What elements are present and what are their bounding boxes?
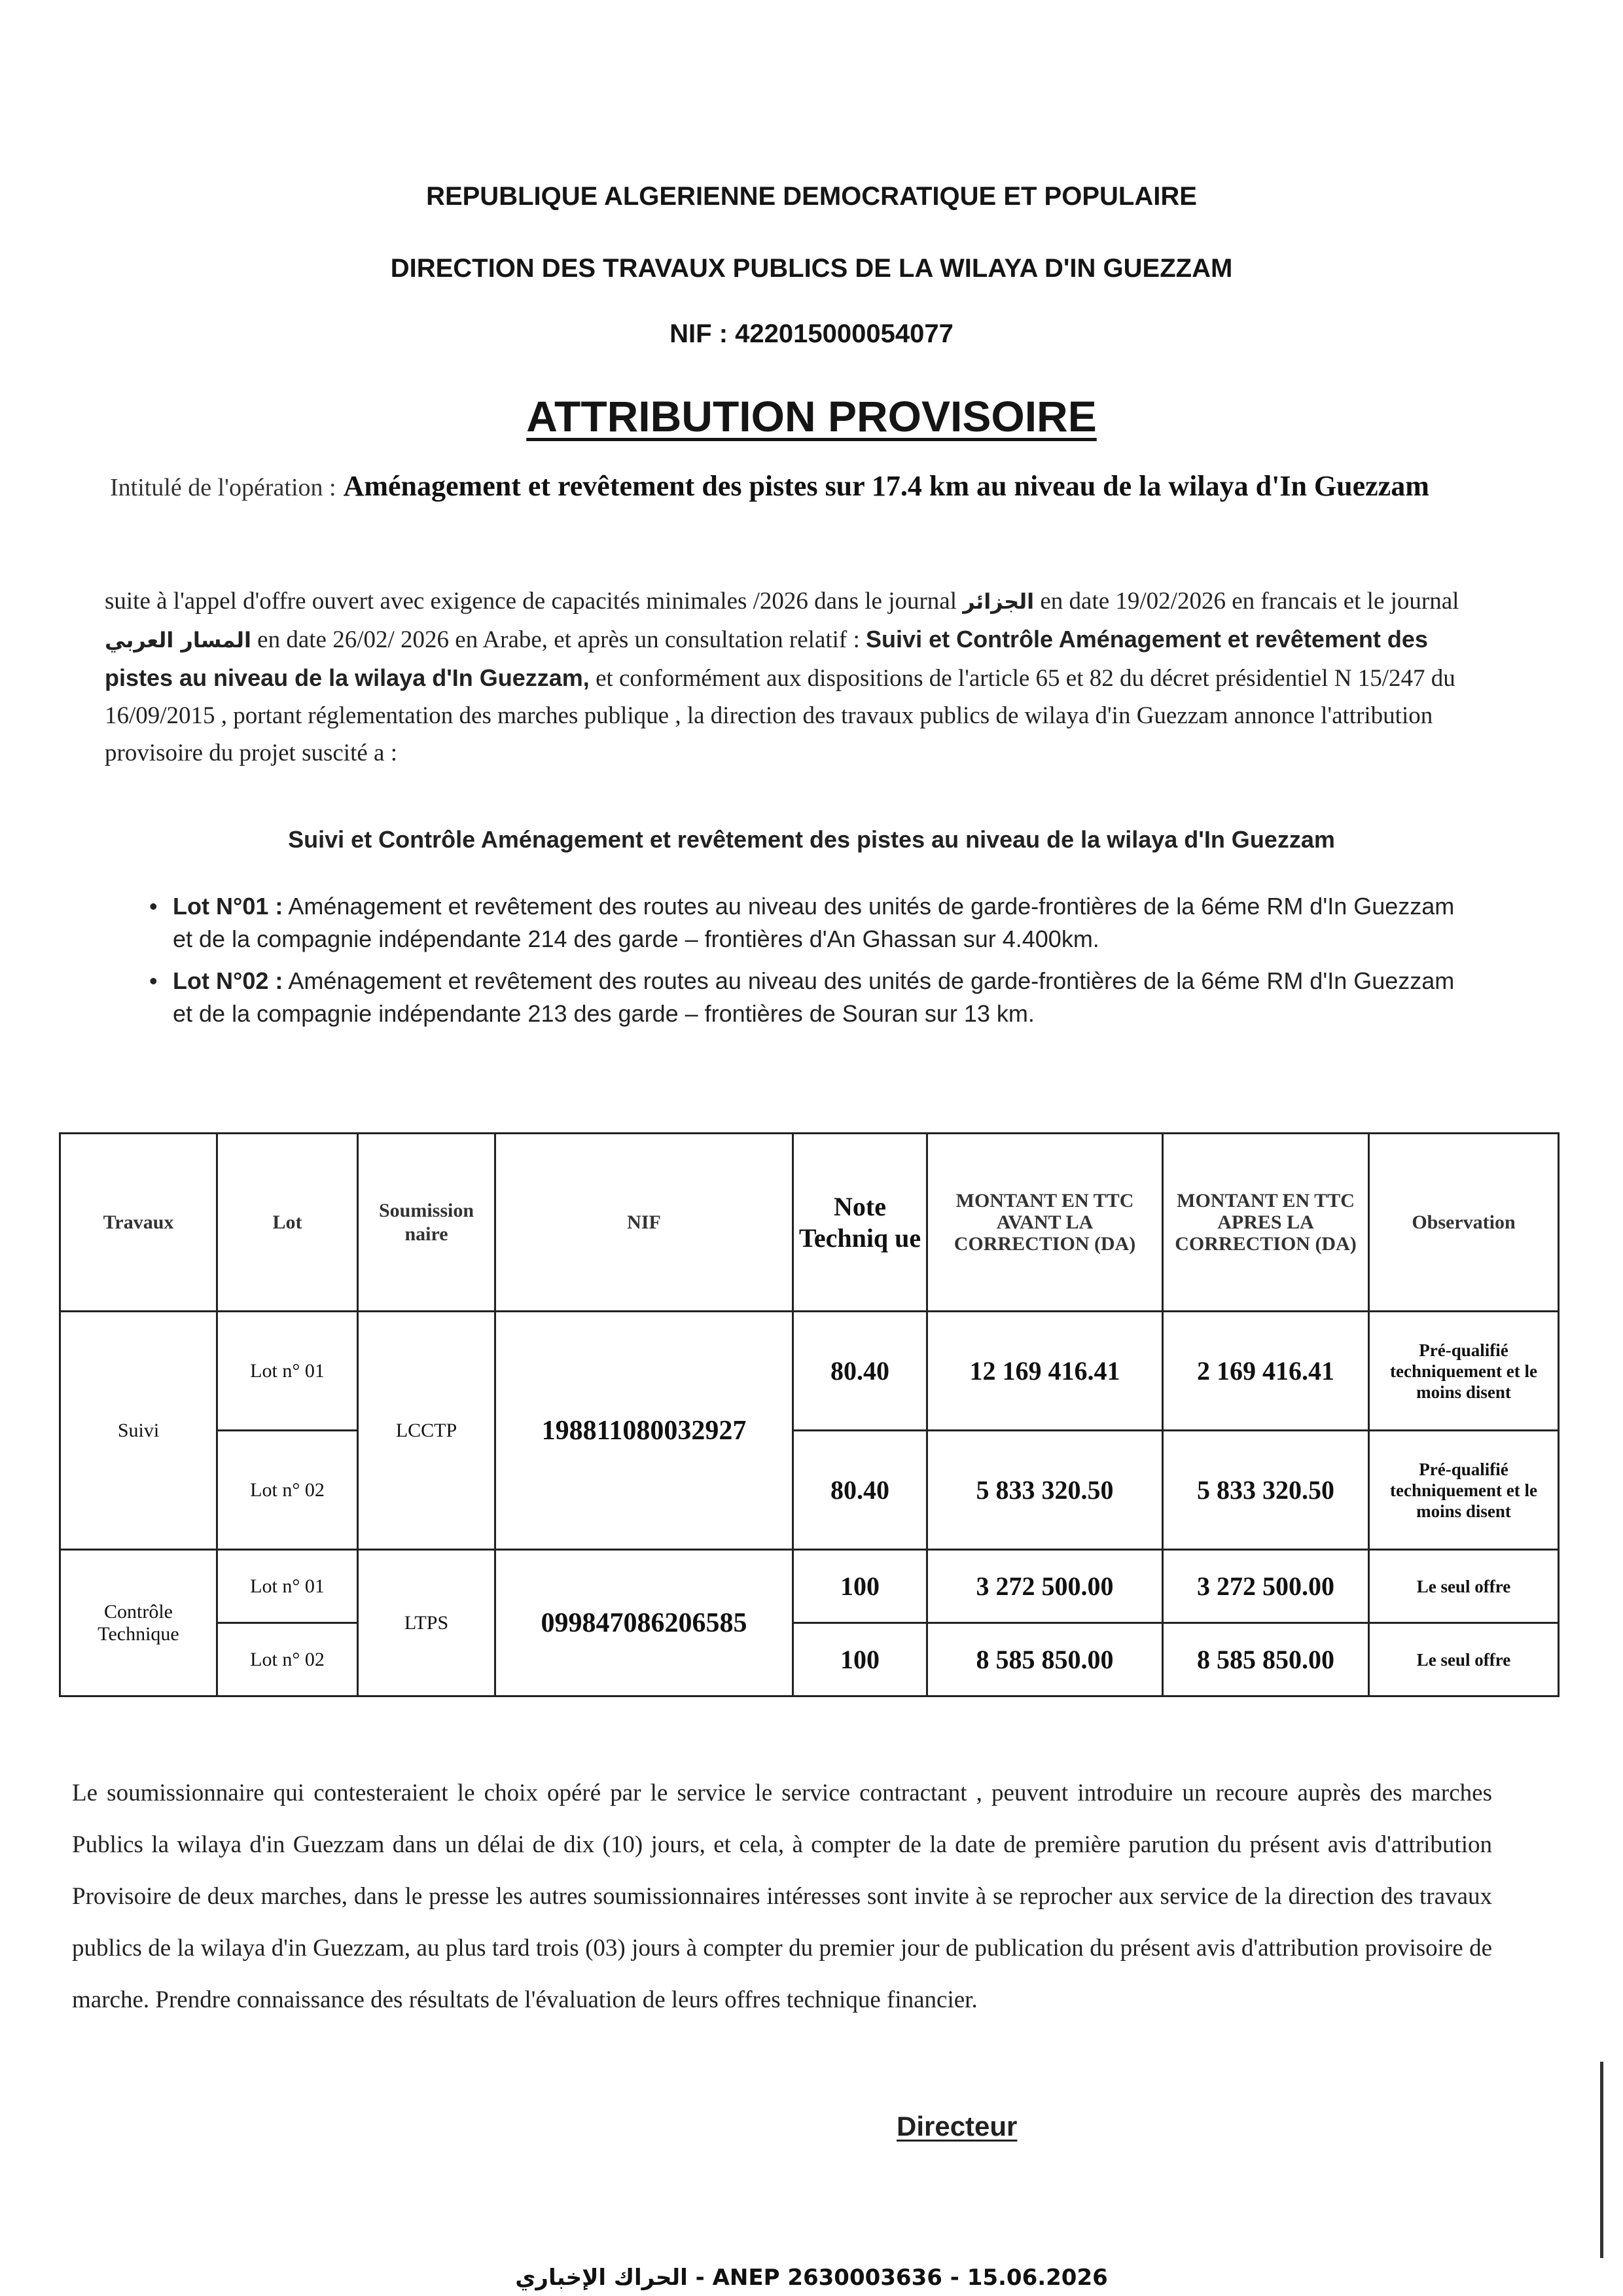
bullet-icon: • <box>149 893 158 920</box>
observation-cell: Pré-qualifié techniquement et le moins disent <box>1369 1431 1559 1550</box>
observation-cell: Pré-qualifié techniquement et le moins disent <box>1369 1312 1559 1431</box>
nif-cell: 198811080032927 <box>495 1312 793 1550</box>
montant-avant-cell: 8 585 850.00 <box>927 1623 1163 1696</box>
intro-text-2: en date 19/02/2026 en francais et le journal <box>1040 588 1459 615</box>
lot-cell: Lot n° 01 <box>217 1550 358 1623</box>
list-item <box>149 965 1458 1030</box>
publication-footer: الحراك الإخباري - ANEP 2630003636 - 15.06.2026 <box>515 2265 1108 2291</box>
republic-heading: REPUBLIQUE ALGERIENNE DEMOCRATIQUE ET POPULAIRE <box>426 182 1197 211</box>
lot-cell: Lot n° 02 <box>217 1623 358 1696</box>
montant-avant-cell: 3 272 500.00 <box>927 1550 1163 1623</box>
lot-cell: Lot n° 01 <box>217 1312 358 1431</box>
journal-name-1: الجزائر <box>963 589 1035 614</box>
operation-title <box>110 465 1458 509</box>
table-row <box>60 1312 1559 1431</box>
nif-cell: 099847086206585 <box>495 1550 793 1696</box>
list-item <box>149 890 1458 956</box>
header-observation: Observation <box>1369 1134 1559 1312</box>
header-soumissionnaire: Soumission naire <box>358 1134 495 1312</box>
operation-value: Aménagement et revêtement des pistes sur 17.4 km au niveau de la wilaya d'In Guezzam <box>343 470 1429 502</box>
montant-apres-cell: 2 169 416.41 <box>1163 1312 1369 1431</box>
note-cell: 80.40 <box>793 1431 927 1550</box>
note-cell: 100 <box>793 1550 927 1623</box>
intro-text-3: en date 26/02/ 2026 en Arabe, et après un consultation relatif : <box>257 626 860 653</box>
intro-paragraph <box>105 583 1466 772</box>
montant-apres-cell: 3 272 500.00 <box>1163 1550 1369 1623</box>
project-subject: Suivi et Contrôle Aménagement et revêtement des pistes au niveau de la wilaya d'In Guezzam <box>288 826 1335 853</box>
direction-heading: DIRECTION DES TRAVAUX PUBLICS DE LA WILAYA D'IN GUEZZAM <box>390 254 1233 283</box>
montant-avant-cell: 5 833 320.50 <box>927 1431 1163 1550</box>
header-nif: NIF <box>495 1134 793 1312</box>
lot-description: Aménagement et revêtement des routes au niveau des unités de garde-frontières de la 6éme RM d'In Guezzam et de la compagnie indépendante 213 des garde – frontières de Souran sur 13 km. <box>173 967 1455 1027</box>
lot-description: Aménagement et revêtement des routes au niveau des unités de garde-frontières de la 6éme RM d'In Guezzam et de la compagnie indépendante 214 des garde – frontières d'An Ghassan sur 4.400km. <box>173 893 1455 952</box>
lots-list <box>149 890 1458 1039</box>
observation-cell: Le seul offre <box>1369 1550 1559 1623</box>
operation-label: Intitulé de l'opération : <box>110 474 336 501</box>
lot-label: Lot N°02 : <box>173 967 283 994</box>
scan-edge-mark <box>1600 2062 1603 2258</box>
closing-paragraph: Le soumissionnaire qui contesteraient le choix opéré par le service le service contractant , peuvent introduire un recoure auprès des marches Publics la wilaya d'in Guezzam dans un délai de dix (10) jours, et cela, à compter de la date de première parution du présent avis d'attribution Provisoire de deux marches, dans le presse les autres soumissionnaires intéresses sont invite à se reprocher aux service de la direction des travaux publics de la wilaya d'in Guezzam, au plus tard trois (03) jours à compter du premier jour de publication du présent avis d'attribution provisoire de marche. Prendre connaissance des résultats de l'évaluation de leurs offres technique financier. <box>72 1780 1492 2013</box>
intro-text-4: et conformément aux dispositions de l'article 65 et 82 du décret présidentiel N 15/247 du 16/09/2015 , portant réglementation des marches publique , la direction des travaux publics de wilaya d'in Guezzam annonce l'attribution provisoire du projet suscité a : <box>105 665 1455 766</box>
travaux-cell: Suivi <box>60 1312 217 1550</box>
signature-title: Directeur <box>897 2111 1018 2142</box>
nif-heading: NIF : 422015000054077 <box>669 319 954 348</box>
note-cell: 100 <box>793 1623 927 1696</box>
table-row <box>60 1431 1559 1550</box>
table-row <box>60 1623 1559 1696</box>
bullet-icon: • <box>149 967 158 994</box>
lot-cell: Lot n° 02 <box>217 1431 358 1550</box>
intro-bold-subject: Suivi et Contrôle Aménagement et revêtement des pistes au niveau de la wilaya d'In Guezzam, <box>105 626 1428 691</box>
header-note: Note Techniq ue <box>793 1134 927 1312</box>
montant-avant-cell: 12 169 416.41 <box>927 1312 1163 1431</box>
montant-apres-cell: 8 585 850.00 <box>1163 1623 1369 1696</box>
montant-apres-cell: 5 833 320.50 <box>1163 1431 1369 1550</box>
header-montant-apres: MONTANT EN TTC APRES LA CORRECTION (DA) <box>1163 1134 1369 1312</box>
header-lot: Lot <box>217 1134 358 1312</box>
table-row <box>60 1550 1559 1623</box>
note-cell: 80.40 <box>793 1312 927 1431</box>
header-montant-avant: MONTANT EN TTC AVANT LA CORRECTION (DA) <box>927 1134 1163 1312</box>
travaux-cell: Contrôle Technique <box>60 1550 217 1696</box>
soumissionnaire-cell: LTPS <box>358 1550 495 1696</box>
results-table <box>59 1132 1560 1697</box>
soumissionnaire-cell: LCCTP <box>358 1312 495 1550</box>
lot-label: Lot N°01 : <box>173 893 283 920</box>
header-travaux: Travaux <box>60 1134 217 1312</box>
journal-name-2: المسار العربي <box>105 628 251 653</box>
observation-cell: Le seul offre <box>1369 1623 1559 1696</box>
table-header-row <box>60 1134 1559 1312</box>
intro-text-1: suite à l'appel d'offre ouvert avec exigence de capacités minimales /2026 dans le journal <box>105 588 957 615</box>
document-title: ATTRIBUTION PROVISOIRE <box>526 392 1097 440</box>
